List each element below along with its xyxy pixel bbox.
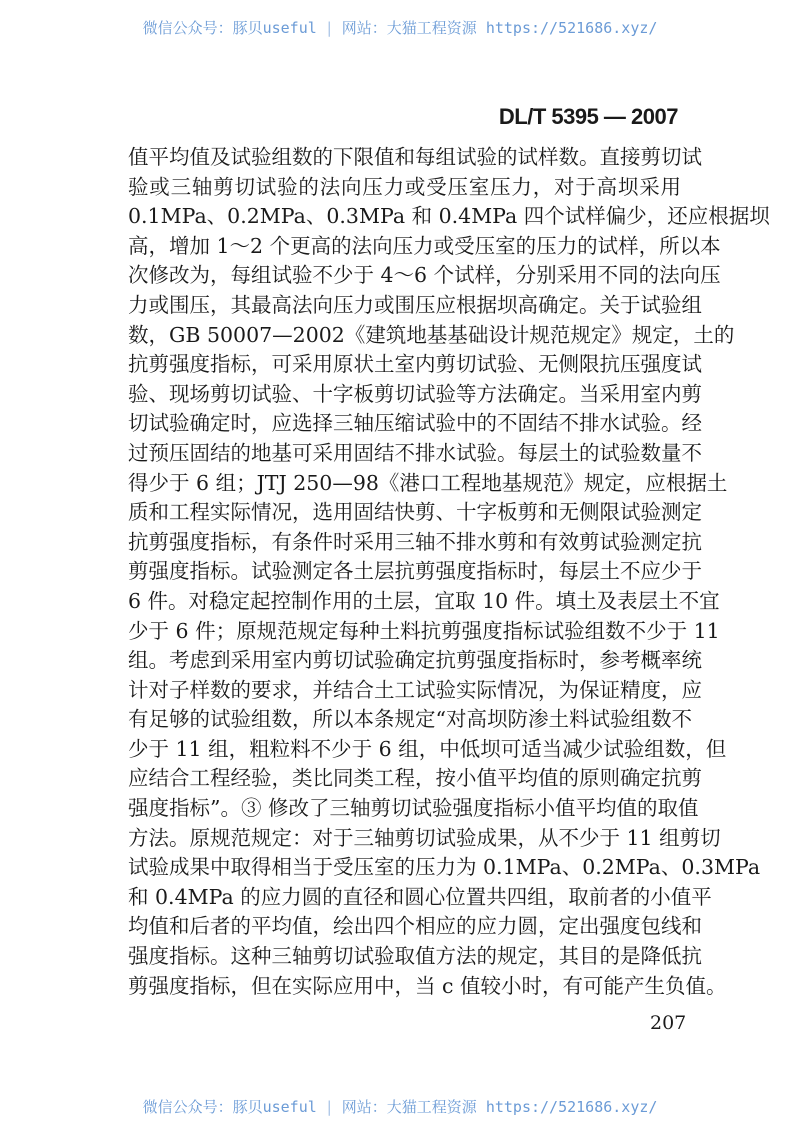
- text-line: 0.1MPa、0.2MPa、0.3MPa 和 0.4MPa 四个试样偏少，还应根据坝: [128, 204, 770, 229]
- text-line: 力或围压，其最高法向压力或围压应根据坝高确定。关于试验组: [128, 292, 702, 317]
- text-line: 得少于 6 组；JTJ 250—98《港口工程地基规范》规定，应根据土: [128, 470, 728, 495]
- text-line: 强度指标”。③ 修改了三轴剪切试验强度指标小值平均值的取值: [128, 796, 699, 821]
- page-number: 207: [650, 1012, 687, 1034]
- text-line: 质和工程实际情况，选用固结快剪、十字板剪和无侧限试验测定: [128, 500, 702, 525]
- text-line: 数，GB 50007—2002《建筑地基基础设计规范规定》规定，土的: [128, 322, 735, 347]
- watermark-site: 网站：大猫工程资源 https://521686.xyz/: [341, 1098, 658, 1116]
- text-line: 应结合工程经验，类比同类工程，按小值平均值的原则确定抗剪: [128, 766, 702, 791]
- text-line: 次修改为，每组试验不少于 4～6 个试样，分别采用不同的法向压: [128, 263, 721, 288]
- text-line: 6 件。对稳定起控制作用的土层，宜取 10 件。填土及表层土不宜: [128, 588, 720, 613]
- text-line: 强度指标。这种三轴剪切试验取值方法的规定，其目的是降低抗: [128, 944, 702, 969]
- text-line: 剪强度指标，但在实际应用中，当 c 值较小时，有可能产生负值。: [128, 973, 727, 998]
- text-line: 高，增加 1～2 个更高的法向压力或受压室的压力的试样，所以本: [128, 233, 721, 258]
- watermark-separator: |: [324, 1098, 334, 1116]
- text-line: 切试验确定时，应选择三轴压缩试验中的不固结不排水试验。经: [128, 411, 702, 436]
- text-line: 计对子样数的要求，并结合土工试验实际情况，为保证精度，应: [128, 677, 702, 702]
- body-text: [128, 143, 770, 1001]
- text-line: 少于 11 组，粗粒料不少于 6 组，中低坝可适当减少试验组数，但: [128, 736, 727, 761]
- watermark-account: 微信公众号：豚贝useful: [142, 1098, 317, 1116]
- text-line: 试验成果中取得相当于受压室的压力为 0.1MPa、0.2MPa、0.3MPa: [128, 855, 761, 880]
- text-line: 验、现场剪切试验、十字板剪切试验等方法确定。当采用室内剪: [128, 381, 702, 406]
- text-line: 抗剪强度指标，有条件时采用三轴不排水剪和有效剪试验测定抗: [128, 529, 702, 554]
- text-line: 方法。原规范规定：对于三轴剪切试验成果，从不少于 11 组剪切: [128, 825, 721, 850]
- text-line: 少于 6 件；原规范规定每种土料抗剪强度指标试验组数不少于 11: [128, 618, 720, 643]
- watermark-bottom: [0, 1097, 800, 1117]
- text-line: 组。考虑到采用室内剪切试验确定抗剪强度指标时，参考概率统: [128, 648, 702, 673]
- watermark-separator: |: [324, 19, 334, 37]
- text-line: 值平均值及试验组数的下限值和每组试验的试样数。直接剪切试: [128, 145, 702, 169]
- watermark-site: 网站：大猫工程资源 https://521686.xyz/: [341, 19, 658, 37]
- text-line: 均值和后者的平均值，绘出四个相应的应力圆，定出强度包线和: [128, 914, 702, 939]
- text-line: 和 0.4MPa 的应力圆的直径和圆心位置共四组，取前者的小值平: [128, 884, 712, 909]
- text-line: 有足够的试验组数，所以本条规定“对高坝防渗土料试验组数不: [128, 707, 692, 732]
- text-line: 剪强度指标。试验测定各土层抗剪强度指标时，每层土不应少于: [128, 559, 702, 584]
- watermark-top: [0, 18, 800, 38]
- standard-code-header: DL/T 5395 — 2007: [498, 104, 678, 129]
- text-line: 抗剪强度指标，可采用原状土室内剪切试验、无侧限抗压强度试: [128, 352, 702, 377]
- text-line: 过预压固结的地基可采用固结不排水试验。每层土的试验数量不: [128, 440, 702, 465]
- watermark-account: 微信公众号：豚贝useful: [142, 19, 317, 37]
- text-line: 验或三轴剪切试验的法向压力或受压室压力，对于高坝采用: [128, 174, 681, 199]
